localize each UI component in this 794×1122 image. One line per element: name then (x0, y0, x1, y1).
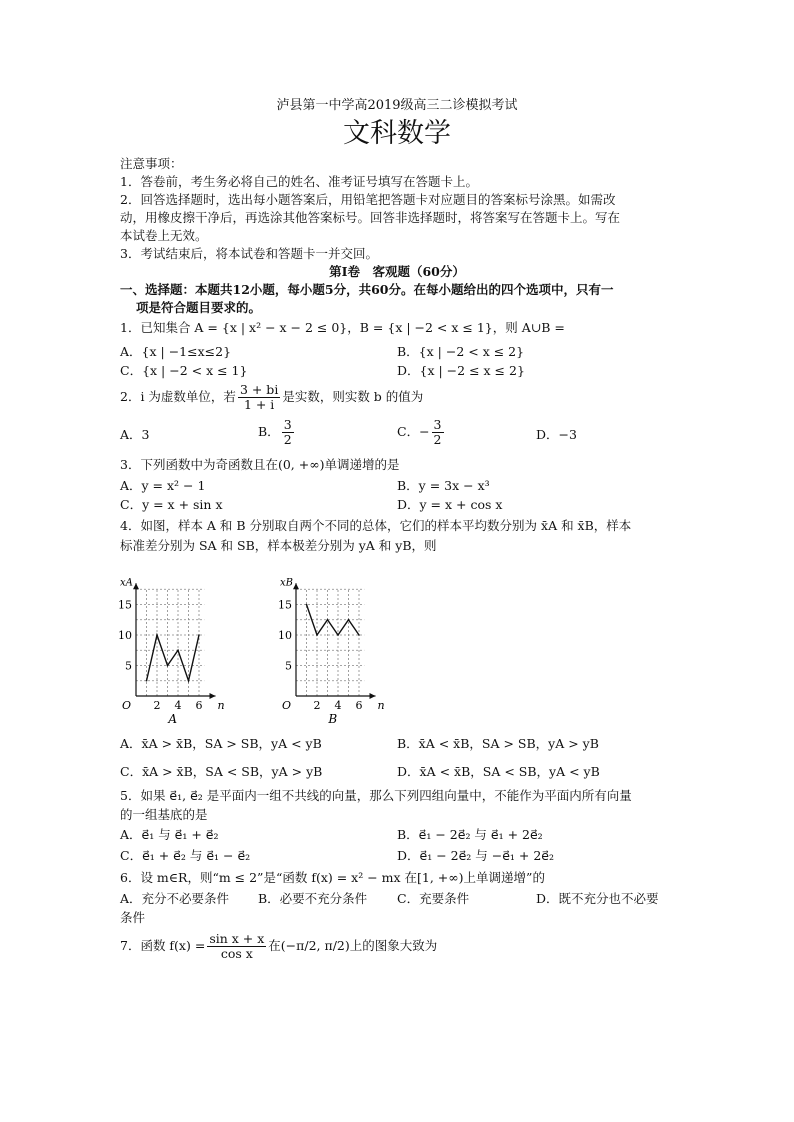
chart-b-data-point (316, 634, 318, 636)
chart-a-x-tick-label: 2 (153, 699, 161, 712)
q4-option-b: B．x̄A < x̄B，SA > SB，yA > yB (397, 736, 599, 751)
q1-option-a: A．{x | −1≤x≤2} (120, 344, 232, 359)
chart-a-origin-label: O (121, 699, 131, 712)
q2-numerator: 3 + bi (239, 382, 279, 397)
q4-option-a: A．x̄A > x̄B，SA > SB，yA < yB (120, 736, 322, 751)
chart-b-y-axis-label: xB (280, 577, 293, 589)
chart-b-data-point (358, 634, 360, 636)
chart-a-x-tick-label: 4 (174, 699, 182, 712)
q3-option-a: A．y = x² − 1 (120, 478, 206, 493)
q1-option-c: C．{x | −2 < x ≤ 1} (120, 363, 248, 378)
chart-a-y-axis-label: xA (120, 577, 133, 589)
q5-option-b: B．e⃗₁ − 2e⃗₂ 与 e⃗₁ + 2e⃗₂ (397, 827, 543, 842)
q1-stem: 1．已知集合 A = {x | x² − x − 2 ≤ 0}，B = {x | −2 < x ≤ 1}，则 A∪B = (120, 320, 565, 335)
chart-b-y-tick-label: 15 (278, 598, 292, 612)
chart-b-x-tick-label: 4 (334, 699, 342, 712)
q2-suffix: 是实数，则实数 b 的值为 (282, 389, 424, 404)
q2-fraction (238, 383, 280, 412)
chart-a-data-point (177, 649, 179, 651)
notes-item-2-line-2: 动，用橡皮擦干净后，再选涂其他答案标号。回答非选择题时，将答案写在答题卡上。写在 (120, 210, 621, 225)
q5-line-1: 5．如果 e⃗₁, e⃗₂ 是平面内一组不共线的向量，那么下列四组向量中，不能作为平面内所有向量 (120, 788, 632, 803)
notes-item-2-line-3: 本试卷上无效。 (120, 228, 208, 243)
chart-b-y-tick-label: 5 (285, 659, 292, 673)
chart-a-data-point (167, 665, 169, 667)
chart-a-y-tick-label: 5 (125, 659, 132, 673)
chart-b-data-point (327, 619, 329, 621)
q2-denominator: 1 + i (243, 397, 275, 412)
q2-option-c-num: 3 (433, 417, 442, 432)
q4-line-2: 标准差分别为 SA 和 SB，样本极差分别为 yA 和 yB，则 (120, 538, 437, 553)
chart-b-x-tick-label: 6 (355, 699, 363, 712)
chart-a-series-line (147, 635, 200, 681)
q2-option-b-label: B． (258, 424, 280, 439)
chart-b-y-tick-label: 10 (278, 629, 292, 642)
q7-prefix: 7．函数 f(x) = (120, 938, 206, 953)
q2-option-c-label: C．− (397, 424, 430, 439)
q7-numerator: sin x + x (209, 931, 265, 946)
q5-option-a: A．e⃗₁ 与 e⃗₁ + e⃗₂ (120, 827, 219, 842)
chart-a-y-tick-label: 10 (118, 629, 132, 642)
chart-sample-b (278, 556, 438, 731)
chart-b-y-arrow-icon (293, 583, 299, 589)
q6-stem: 6．设 m∈R，则“m ≤ 2”是“函数 f(x) = x² − mx 在[1, +∞)上单调递增”的 (120, 870, 545, 885)
q5-option-d: D．e⃗₁ − 2e⃗₂ 与 −e⃗₁ + 2e⃗₂ (397, 848, 554, 863)
notes-item-2-line-1: 2．回答选择题时，选出每小题答案后，用铅笔把答题卡对应题目的答案标号涂黑。如需改 (120, 192, 616, 207)
q6-option-d: D．既不充分也不必要 (536, 891, 659, 906)
section-instructions-line-1: 一、选择题：本题共12小题，每小题5分，共60分。在每小题给出的四个选项中，只有一 (120, 282, 614, 297)
chart-b-data-point (348, 619, 350, 621)
chart-a-data-point (188, 680, 190, 682)
q7-stem (120, 930, 437, 962)
q2-option-a: A．3 (120, 427, 150, 442)
notes-item-1: 1．答卷前，考生务必将自己的姓名、准考证号填写在答题卡上。 (120, 174, 478, 189)
q6-option-b: B．必要不充分条件 (258, 891, 368, 906)
subject-title: 文科数学 (343, 118, 451, 149)
q7-suffix: 上的图象大致为 (349, 938, 438, 953)
chart-a-x-arrow-icon (210, 693, 216, 699)
q2-option-c (397, 416, 446, 448)
q5-line-2: 的一组基底的是 (120, 807, 208, 822)
chart-a-data-point (198, 634, 200, 636)
q2-option-c-den: 2 (433, 432, 442, 447)
q4-line-1: 4．如图，样本 A 和 B 分别取自两个不同的总体，它们的样本平均数分别为 x̄A 和 x̄B，样本 (120, 518, 632, 533)
q3-option-b: B．y = 3x − x³ (397, 478, 490, 493)
q7-fraction (207, 932, 266, 961)
q2-option-d: D．−3 (536, 427, 577, 442)
q4-option-d: D．x̄A < x̄B，SA < SB，yA < yB (397, 764, 600, 779)
chart-b-x-tick-label: 2 (313, 699, 321, 712)
chart-b-data-point (337, 634, 339, 636)
q3-option-c: C．y = x + sin x (120, 497, 223, 512)
q6-option-a: A．充分不必要条件 (120, 891, 230, 906)
section-instructions-line-2: 项是符合题目要求的。 (136, 300, 262, 315)
q5-option-c: C．e⃗₁ + e⃗₂ 与 e⃗₁ − e⃗₂ (120, 848, 251, 863)
chart-b-title: B (328, 712, 338, 726)
chart-a-x-axis-label: n (217, 699, 225, 712)
chart-a-title: A (168, 712, 178, 726)
chart-sample-a (118, 556, 268, 731)
q2-option-c-fraction (432, 418, 444, 447)
chart-a-y-arrow-icon (133, 583, 139, 589)
q2-option-b-fraction (282, 418, 294, 447)
q2-option-b-num: 3 (283, 417, 292, 432)
q2-option-b-den: 2 (283, 432, 292, 447)
chart-a-data-point (146, 680, 148, 682)
chart-b-x-arrow-icon (370, 693, 376, 699)
notes-item-3: 3．考试结束后，将本试卷和答题卡一并交回。 (120, 246, 378, 261)
q6-option-c: C．充要条件 (397, 891, 470, 906)
q7-denominator: cos x (220, 946, 253, 961)
section-title: 第Ⅰ卷 客观题（60分） (329, 264, 465, 279)
q2-stem (120, 382, 423, 412)
q6-option-d-continued: 条件 (120, 910, 146, 925)
q7-interval: (−π/2, π/2) (280, 938, 350, 953)
q1-option-b: B．{x | −2 < x ≤ 2} (397, 344, 525, 359)
q7-mid: 在 (268, 938, 281, 953)
school-title: 泸县第一中学高2019级高三二诊模拟考试 (276, 98, 518, 113)
chart-b-x-axis-label: n (377, 699, 385, 712)
q1-option-d: D．{x | −2 ≤ x ≤ 2} (397, 363, 525, 378)
chart-b-origin-label: O (281, 699, 291, 712)
q2-prefix: 2．i 为虚数单位，若 (120, 389, 236, 404)
q3-stem: 3．下列函数中为奇函数且在(0, +∞)单调递增的是 (120, 457, 400, 472)
chart-a-data-point (156, 634, 158, 636)
chart-a-y-tick-label: 15 (118, 598, 132, 612)
chart-a-x-tick-label: 6 (195, 699, 203, 712)
q2-option-b (258, 416, 296, 448)
notes-heading: 注意事项： (120, 156, 183, 171)
chart-b-data-point (306, 604, 308, 606)
q4-option-c: C．x̄A > x̄B，SA < SB，yA > yB (120, 764, 323, 779)
q3-option-d: D．y = x + cos x (397, 497, 503, 512)
